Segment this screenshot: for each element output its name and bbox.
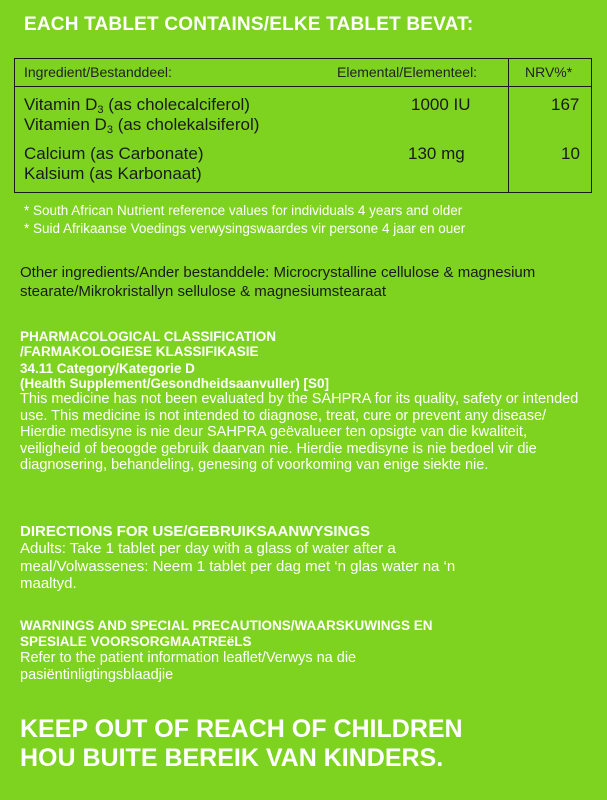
header-ingredient: Ingredient/Bestanddeel: [24, 64, 172, 80]
row-vitamin-d-name-af: Vitamien $D_3$ (as cholekalsiferol) [24, 115, 260, 136]
keep-out-en: KEEP OUT OF REACH OF CHILDREN [20, 715, 463, 743]
table-header-divider [15, 86, 591, 87]
row-vitamin-d-nrv: 167 [551, 95, 580, 114]
pharma-disclaimer: This medicine has not been evaluated by the SAHPRA for its quality, safety or intended use. This medicine is not intended to diagnose, treat, cure or prevent any disease/ Hierdie medisyne is nie deur SAHPRA geëvalueer ten opsigte van die kwaliteit, veiligheid of beoogde gebruik daarvan nie. Hierdie medisyne is nie bedoel vir die diagnosering, behandeling, genesing of voorkoming van enige siekte nie. [20, 391, 579, 473]
header-elemental: Elemental/Elementeel: [337, 64, 478, 80]
row-vitamin-d-name-en: Vitamin $D_3$ (as cholecalciferol) [24, 95, 250, 116]
pharma-heading-af: /FARMAKOLOGIESE KLASSIFIKASIE [20, 344, 259, 359]
section-title: EACH TABLET CONTAINS/ELKE TABLET BEVAT: [24, 14, 474, 35]
header-nrv: NRV%* [525, 64, 573, 80]
footnote-en: * South African Nutrient reference values for individuals 4 years and older [24, 203, 463, 218]
nutrient-table [14, 58, 592, 193]
row-calcium-amount: 130 mg [408, 144, 465, 163]
directions-heading: DIRECTIONS FOR USE/GEBRUIKSAANWYSINGS [20, 523, 371, 540]
table-column-divider [508, 59, 509, 192]
pharmacological-classification [20, 329, 590, 474]
pharma-supplement: (Health Supplement/Gesondheidsaanvuller) [S0] [20, 376, 330, 391]
row-calcium-name-en: Calcium (as Carbonate) [24, 144, 204, 163]
directions-text: Adults: Take 1 tablet per day with a glass of water after a meal/Volwassenes: Neem 1 tablet per dag met ‘n glas water na ‘n maaltyd. [20, 540, 456, 592]
warnings-text: Refer to the patient information leaflet/Verwys na die pasiëntinligtingsblaadjie [20, 650, 357, 683]
pharma-category: 34.11 Category/Kategorie D [20, 361, 195, 376]
keep-out-af: HOU BUITE BEREIK VAN KINDERS. [20, 744, 444, 772]
row-calcium-nrv: 10 [561, 144, 580, 163]
footnote-af: * Suid Afrikaanse Voedings verwysingswaardes vir persone 4 jaar en ouer [24, 221, 466, 236]
keep-out-of-reach-warning [20, 715, 463, 773]
warnings-heading: WARNINGS AND SPECIAL PRECAUTIONS/WAARSKUWINGS EN SPESIALE VOORSORGMAATREëLS [20, 618, 433, 649]
row-vitamin-d-amount: 1000 IU [411, 95, 471, 114]
directions-for-use [20, 523, 460, 593]
warnings [20, 618, 495, 683]
row-calcium-name-af: Kalsium (as Karbonaat) [24, 164, 202, 183]
pharma-heading: PHARMACOLOGICAL CLASSIFICATION [20, 329, 276, 344]
other-ingredients: Other ingredients/Ander bestanddele: Microcrystalline cellulose & magnesium stearate/Mikrokristallyn sellulose & magnesiumstearaat [20, 264, 536, 300]
